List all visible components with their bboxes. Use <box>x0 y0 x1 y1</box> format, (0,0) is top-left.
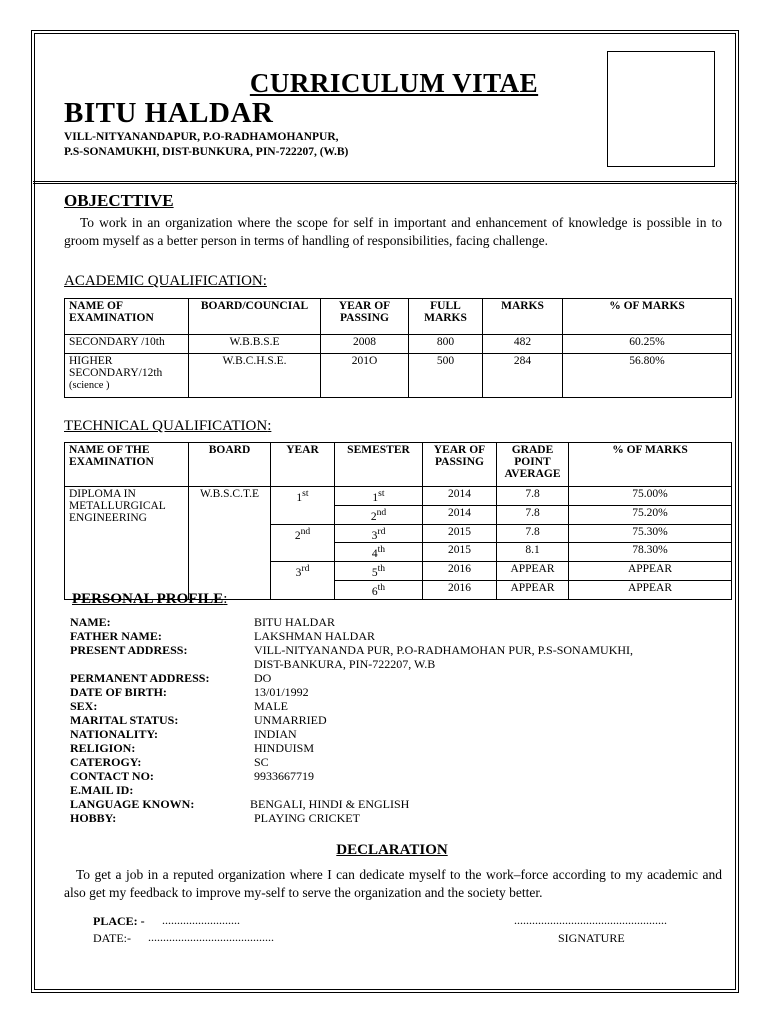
technical-header-percent: % OF MARKS <box>569 443 732 487</box>
table-row <box>65 354 732 398</box>
year-cell <box>271 487 335 525</box>
profile-heading <box>72 591 227 608</box>
technical-heading-colon: : <box>267 418 272 434</box>
year-sup: st <box>302 488 309 499</box>
table-cell: 7.8 <box>497 487 569 506</box>
year-cell <box>271 562 335 600</box>
exam-name: HIGHER SECONDARY/12th <box>69 355 163 379</box>
academic-header-exam: NAME OF EXAMINATION <box>65 299 189 335</box>
profile-value: 13/01/1992 <box>254 685 309 699</box>
profile-heading-text: PERSONAL PROFILE <box>72 591 224 607</box>
table-cell: 7.8 <box>497 524 569 543</box>
year-sup: rd <box>301 563 310 575</box>
declaration-text: To get a job in a reputed organization where I can dedicate myself to the work–force according to my academic and also get my feedback to improve my-self to serve the organization and the society better. <box>64 867 722 900</box>
technical-header-board: BOARD <box>189 443 271 487</box>
profile-value: HINDUISM <box>254 741 314 755</box>
profile-label: PERMANENT ADDRESS: <box>70 671 210 685</box>
table-cell: 7.8 <box>497 505 569 524</box>
table-cell: 75.30% <box>569 524 732 543</box>
semester-cell <box>335 562 423 581</box>
objective-text: To work in an organization where the scope for self in important and enhancement of knowledge is possible in to groom myself as a better person in terms of handling of responsibilities, facing challenge. <box>64 215 722 248</box>
profile-value: MALE <box>254 699 288 713</box>
technical-board: W.B.S.C.T.E <box>189 487 271 600</box>
signature-line: ................................................... <box>514 913 667 927</box>
table-cell: 2015 <box>423 524 497 543</box>
technical-exam-name: DIPLOMA IN METALLURGICAL ENGINEERING <box>65 487 189 600</box>
year-num: 1 <box>296 491 303 504</box>
year-num: 2 <box>294 529 301 542</box>
place-dots: .......................... <box>162 913 240 927</box>
table-row <box>65 335 732 354</box>
profile-label: PRESENT ADDRESS: <box>70 643 188 657</box>
table-cell: SECONDARY /10th <box>65 335 189 354</box>
header-divider <box>33 181 737 184</box>
sem-num: 1 <box>372 491 379 504</box>
year-sup: nd <box>300 525 311 537</box>
profile-label: MARITAL STATUS: <box>70 713 179 727</box>
table-cell: 800 <box>409 335 483 354</box>
sem-sup: th <box>377 563 386 575</box>
table-cell: 8.1 <box>497 543 569 562</box>
profile-value: LAKSHMAN HALDAR <box>254 629 376 643</box>
profile-value: INDIAN <box>254 727 297 741</box>
table-cell: 201O <box>321 354 409 398</box>
table-cell: 2008 <box>321 335 409 354</box>
sem-num: 6 <box>371 585 378 598</box>
date-dots: .......................................... <box>148 930 274 944</box>
table-cell: 284 <box>483 354 563 398</box>
profile-label: DATE OF BIRTH: <box>70 685 167 699</box>
sem-num: 2 <box>370 510 377 523</box>
table-cell: APPEAR <box>497 562 569 581</box>
place-label: PLACE: - <box>93 914 145 928</box>
signature-label: SIGNATURE <box>558 931 625 945</box>
sem-sup: st <box>378 488 385 499</box>
profile-label: CATEROGY: <box>70 755 142 769</box>
profile-label: NAME: <box>70 615 111 629</box>
sem-sup: rd <box>377 525 386 537</box>
table-cell: 500 <box>409 354 483 398</box>
profile-value: BITU HALDAR <box>254 615 335 629</box>
profile-label: NATIONALITY: <box>70 727 159 741</box>
technical-table <box>64 442 732 600</box>
profile-label: LANGUAGE KNOWN: <box>70 797 195 811</box>
profile-value: PLAYING CRICKET <box>254 811 360 825</box>
profile-label: SEX: <box>70 699 98 713</box>
sem-num: 4 <box>371 548 378 561</box>
semester-cell <box>335 505 423 524</box>
document-title: CURRICULUM VITAE <box>249 68 539 98</box>
academic-header-percent: % OF MARKS <box>563 299 732 335</box>
table-cell: W.B.C.H.S.E. <box>189 354 321 398</box>
table-cell: 60.25% <box>563 335 732 354</box>
profile-label: E.MAIL ID: <box>70 783 134 797</box>
profile-label: HOBBY: <box>70 811 117 825</box>
profile-value: SC <box>254 755 269 769</box>
table-cell: 56.80% <box>563 354 732 398</box>
sem-num: 3 <box>371 529 378 542</box>
profile-label: CONTACT NO: <box>70 769 154 783</box>
table-cell: APPEAR <box>569 562 732 581</box>
sem-sup: nd <box>376 506 387 518</box>
profile-label: FATHER NAME: <box>70 629 162 643</box>
table-cell: 2014 <box>423 487 497 506</box>
sem-sup: th <box>377 582 386 594</box>
table-cell: 2016 <box>423 562 497 581</box>
table-cell: 75.20% <box>569 505 732 524</box>
profile-value: 9933667719 <box>254 769 314 783</box>
exam-stream: (science ) <box>69 380 110 391</box>
objective-heading: OBJECTTIVE <box>64 191 174 210</box>
academic-heading: ACADEMIC QUALIFICATION: <box>64 273 267 289</box>
year-cell <box>271 524 335 562</box>
address-line-1: VILL-NITYANANDAPUR, P.O-RADHAMOHANPUR, <box>64 131 339 143</box>
table-cell: APPEAR <box>569 581 732 600</box>
profile-label: RELIGION: <box>70 741 136 755</box>
table-cell <box>65 354 189 398</box>
academic-header-board: BOARD/COUNCIAL <box>189 299 321 335</box>
profile-value: DIST-BANKURA, PIN-722207, W.B <box>254 657 436 671</box>
year-num: 3 <box>295 567 302 580</box>
academic-header-marks: MARKS <box>483 299 563 335</box>
sem-num: 5 <box>371 567 378 580</box>
profile-value: VILL-NITYANANDA PUR, P.O-RADHAMOHAN PUR, P.S-SONAMUKHI, <box>254 643 634 657</box>
date-label: DATE:- <box>93 931 131 945</box>
address-line-2: P.S-SONAMUKHI, DIST-BUNKURA, PIN-722207, (W.B) <box>64 146 349 158</box>
academic-table <box>64 298 732 398</box>
profile-value: BENGALI, HINDI & ENGLISH <box>250 797 410 811</box>
table-cell: 2015 <box>423 543 497 562</box>
table-cell: 75.00% <box>569 487 732 506</box>
table-cell: 2016 <box>423 581 497 600</box>
semester-cell <box>335 581 423 600</box>
semester-cell <box>335 524 423 543</box>
declaration-heading: DECLARATION <box>336 842 448 858</box>
table-cell: 2014 <box>423 505 497 524</box>
technical-header-passing: YEAR OF PASSING <box>423 443 497 487</box>
semester-cell <box>335 487 423 506</box>
technical-heading-text: TECHNICAL QUALIFICATION <box>64 418 268 434</box>
semester-cell <box>335 543 423 562</box>
profile-value: UNMARRIED <box>254 713 327 727</box>
table-cell: 78.30% <box>569 543 732 562</box>
technical-header-gpa: GRADE POINT AVERAGE <box>497 443 569 487</box>
academic-header-year: YEAR OF PASSING <box>321 299 409 335</box>
technical-header-year: YEAR <box>271 443 335 487</box>
profile-value: DO <box>254 671 272 685</box>
table-row <box>65 487 732 506</box>
candidate-name: BITU HALDAR <box>64 97 274 129</box>
table-cell: 482 <box>483 335 563 354</box>
technical-heading <box>64 418 271 435</box>
table-cell: W.B.B.S.E <box>189 335 321 354</box>
technical-header-exam: NAME OF THE EXAMINATION <box>65 443 189 487</box>
technical-header-semester: SEMESTER <box>335 443 423 487</box>
table-cell: APPEAR <box>497 581 569 600</box>
profile-heading-colon: : <box>223 591 228 607</box>
academic-header-full-marks: FULL MARKS <box>409 299 483 335</box>
sem-sup: th <box>377 544 386 556</box>
